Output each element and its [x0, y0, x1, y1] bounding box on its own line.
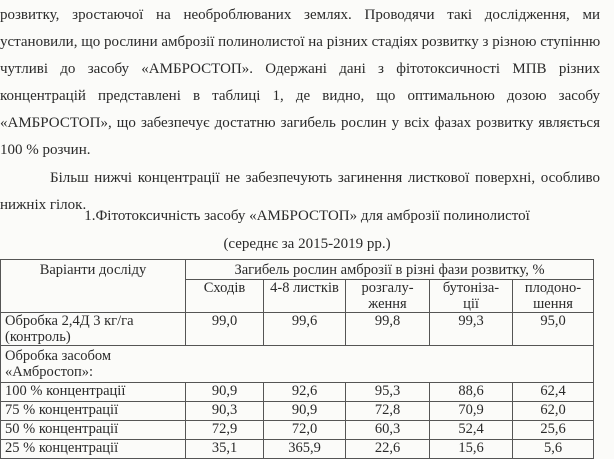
row-label-line: Обробка 2,4Д 3 кг/га	[5, 313, 134, 329]
table-cell: 99,6	[264, 313, 346, 346]
header-phase	[264, 280, 346, 313]
phase-label: шення	[533, 296, 573, 312]
text-line: установили, що рослини амброзії полинолистої на різних стадіях розвитку з різною ступінню	[0, 34, 601, 50]
header-variant: Варіанти досліду	[1, 260, 186, 313]
table-row-group	[1, 346, 594, 383]
table-row	[1, 383, 594, 402]
table-row	[1, 402, 594, 421]
table-cell: 72,8	[346, 402, 430, 421]
phase-label: плодоно-	[524, 280, 582, 296]
table-cell: 72,0	[264, 421, 346, 440]
table-cell: 88,6	[430, 383, 513, 402]
text-line: 100 % розчин.	[0, 142, 91, 158]
table-cell: 62,0	[513, 402, 594, 421]
text-line: чутливі до засобу «АМБРОСТОП». Одержані дані з фітотоксичності МПВ різних	[0, 61, 600, 77]
table-cell: 72,9	[186, 421, 264, 440]
table-cell: 35,1	[186, 440, 264, 459]
text-line: «АМБРОСТОП», що забезпечує достатню загибель рослин у всіх фазах розвитку являється	[0, 115, 600, 131]
header-phase	[186, 280, 264, 313]
header-row	[1, 260, 594, 280]
table-cell: 365,9	[264, 440, 346, 459]
table-cell: 60,3	[346, 421, 430, 440]
row-label: 25 % концентрації	[1, 440, 186, 459]
table-title: 1.Фітотоксичність засобу «АМБРОСТОП» для амброзії полинолистої	[84, 208, 530, 224]
table-cell: 22,6	[346, 440, 430, 459]
table-cell: 90,3	[186, 402, 264, 421]
text-line: концентрацій представлені в таблиці 1, де видно, що оптимальною дозою засобу	[0, 88, 600, 104]
row-label: 100 % концентрації	[1, 383, 186, 402]
row-label	[1, 313, 186, 346]
table-row	[1, 440, 594, 459]
header-phase	[346, 280, 430, 313]
table-cell: 62,4	[513, 383, 594, 402]
table-row-control	[1, 313, 594, 346]
table-cell: 90,9	[264, 402, 346, 421]
header-phase	[430, 280, 513, 313]
table-cell: 25,6	[513, 421, 594, 440]
phytotoxicity-table	[0, 259, 594, 459]
table-cell: 95,0	[513, 313, 594, 346]
text-line: розвитку, зростаючої на необроблюваних землях. Проводячи такі дослідження, ми	[0, 7, 600, 23]
table-cell: 15,6	[430, 440, 513, 459]
text-line: нижніх гілок.	[0, 197, 87, 213]
table-cell: 70,9	[430, 402, 513, 421]
row-label: 75 % концентрації	[1, 402, 186, 421]
table-cell: 90,9	[186, 383, 264, 402]
row-label-line: (контроль)	[5, 329, 71, 345]
phase-label: 4-8 листків	[270, 280, 339, 296]
table-cell: 99,0	[186, 313, 264, 346]
text-line: Більш нижчі концентрації не забезпечують загинення листкової поверхні, особливо	[50, 170, 600, 186]
phase-label: Сходів	[203, 280, 246, 296]
header-phase	[513, 280, 594, 313]
table-cell: 52,4	[430, 421, 513, 440]
table-cell: 92,6	[264, 383, 346, 402]
row-label-line: Обробка засобом	[5, 348, 111, 364]
header-group: Загибель рослин амброзії в різні фази розвитку, %	[186, 260, 594, 280]
table-cell: 99,3	[430, 313, 513, 346]
phase-label: розгалу-	[361, 280, 414, 296]
phase-label: ження	[368, 296, 407, 312]
phase-label: бутоніза-	[442, 280, 500, 296]
table-subtitle: (середнє за 2015-2019 рр.)	[223, 236, 391, 252]
table-cell: 99,8	[346, 313, 430, 346]
row-label-line: «Амбростоп»:	[5, 364, 94, 380]
row-label: 50 % концентрації	[1, 421, 186, 440]
phase-label: ції	[463, 296, 479, 312]
table-cell: 5,6	[513, 440, 594, 459]
group-label	[1, 346, 594, 383]
table-cell: 95,3	[346, 383, 430, 402]
table-row	[1, 421, 594, 440]
